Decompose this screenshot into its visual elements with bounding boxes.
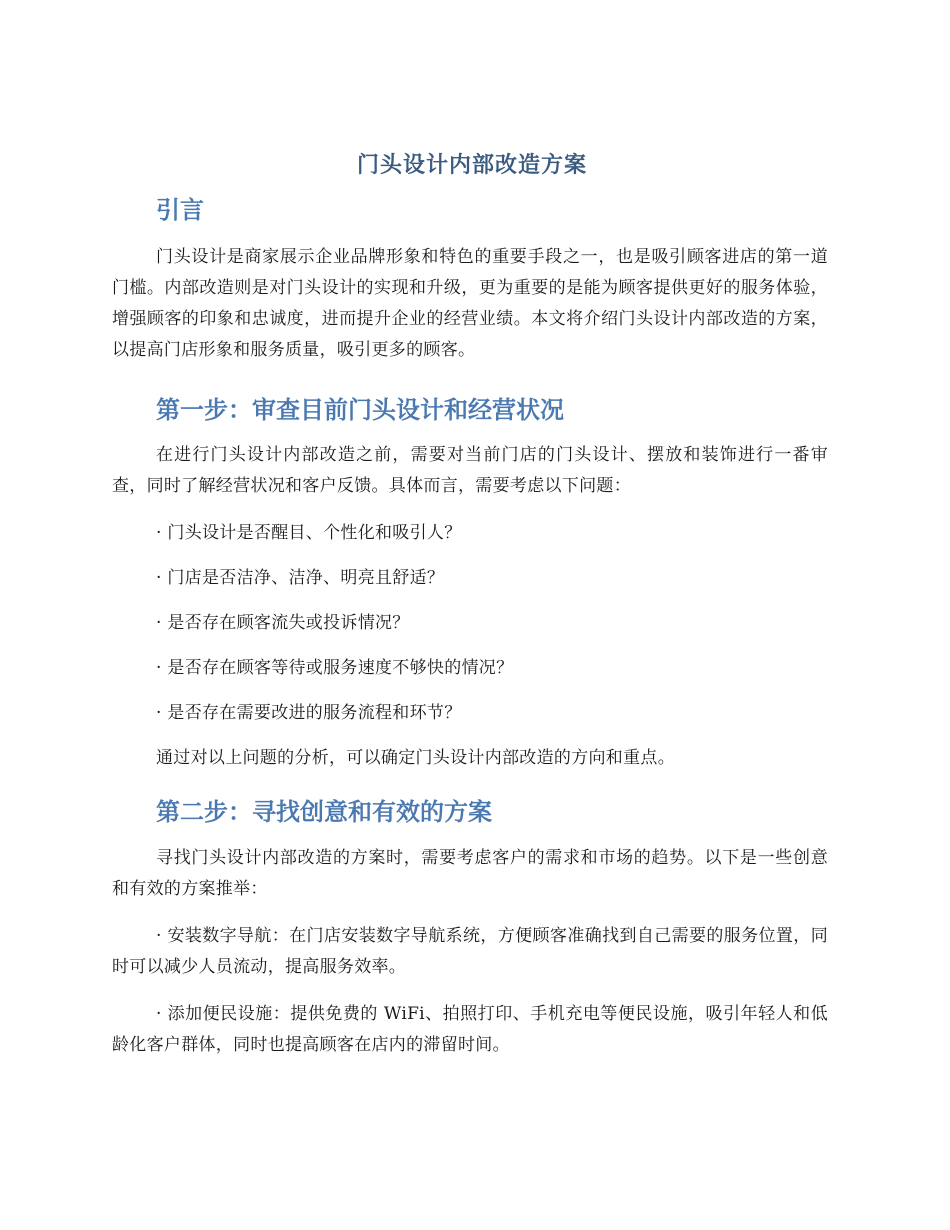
section-heading-step1: 第一步：审查目前门头设计和经营状况	[156, 396, 564, 424]
step1-question-1: · 门头设计是否醒目、个性化和吸引人？	[156, 523, 462, 543]
step2-intro-paragraph: 寻找门头设计内部改造的方案时，需要考虑客户的需求和市场的趋势。以下是一些创意和有效的方案推举：	[112, 848, 828, 899]
step1-question-2: · 门店是否洁净、洁净、明亮且舒适？	[156, 568, 445, 588]
step2-proposal-1: · 安装数字导航：在门店安装数字导航系统，方便顾客准确找到自己需要的服务位置，同时可以减少人员流动，提高服务效率。	[112, 926, 828, 977]
step1-conclusion: 通过对以上问题的分析，可以确定门头设计内部改造的方向和重点。	[156, 748, 675, 768]
step1-question-5: · 是否存在需要改进的服务流程和环节？	[156, 703, 462, 723]
section-heading-intro: 引言	[156, 196, 204, 224]
section-heading-step2: 第二步：寻找创意和有效的方案	[156, 798, 492, 826]
intro-paragraph: 门头设计是商家展示企业品牌形象和特色的重要手段之一，也是吸引顾客进店的第一道门槛。内部改造则是对门头设计的实现和升级，更为重要的是能为顾客提供更好的服务体验，增强顾客的印象和忠诚度，进而提升企业的经营业绩。本文将介绍门头设计内部改造的方案，以提高门店形象和服务质量，吸引更多的顾客。	[112, 247, 828, 360]
document-title: 门头设计内部改造方案	[356, 153, 587, 178]
step2-proposal-2: · 添加便民设施：提供免费的 WiFi、拍照打印、手机充电等便民设施，吸引年轻人和低龄化客户群体，同时也提高顾客在店内的滞留时间。	[112, 1004, 828, 1055]
step1-question-3: · 是否存在顾客流失或投诉情况？	[156, 613, 410, 633]
step1-intro-paragraph: 在进行门头设计内部改造之前，需要对当前门店的门头设计、摆放和装饰进行一番审查，同时了解经营状况和客户反馈。具体而言，需要考虑以下问题：	[112, 445, 828, 496]
step1-question-4: · 是否存在顾客等待或服务速度不够快的情况？	[156, 658, 514, 678]
